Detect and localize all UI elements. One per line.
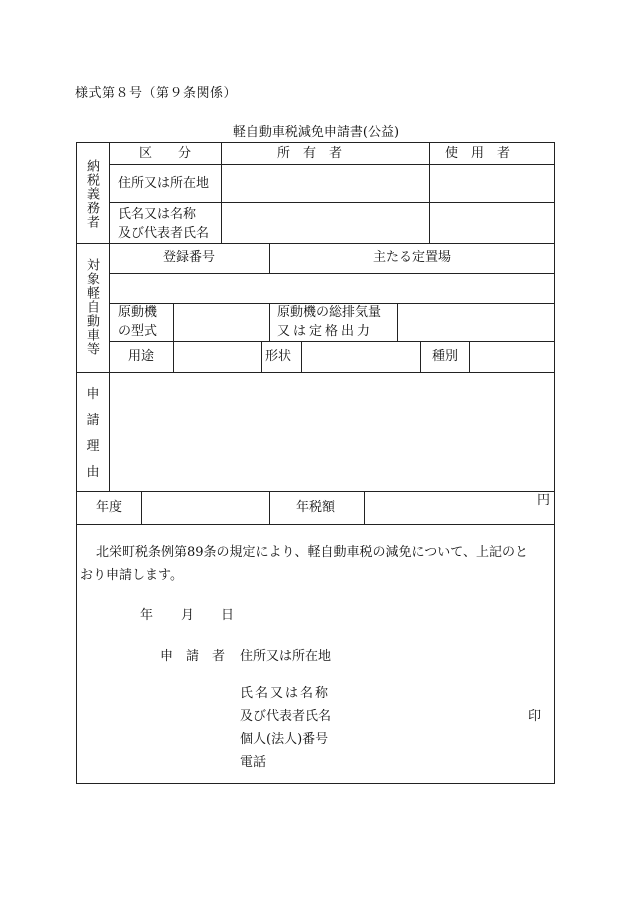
registration-number-label: 登録番号 — [163, 250, 216, 265]
user-header: 使 用 者 — [445, 146, 511, 161]
rule-year-label — [141, 491, 142, 524]
rule-year-value — [269, 491, 270, 524]
reason-char-2: 請 — [86, 413, 100, 428]
yen-unit: 円 — [537, 493, 551, 508]
rule-vehicle-end — [77, 372, 555, 373]
taxpayer-name-label-line1: 氏名又は名称 — [118, 207, 197, 222]
rule-taxpayer-end — [77, 243, 555, 244]
rule-displacement-end — [397, 303, 398, 341]
storage-location-label: 主たる定置場 — [373, 250, 452, 265]
displacement-line2: 又は定格出力 — [277, 324, 374, 339]
rule-address — [109, 202, 555, 203]
seal-mark: 印 — [528, 709, 542, 724]
reason-section-label — [85, 383, 101, 487]
rule-reason-end — [77, 491, 555, 492]
declaration-line1: 北栄町税条例第89条の規定により、軽自動車税の減免について、上記のと — [96, 545, 529, 560]
engine-model-line1: 原動機 — [118, 305, 158, 320]
rule-usage-label — [173, 341, 174, 372]
reason-char-4: 由 — [86, 465, 100, 480]
category-header: 区 分 — [139, 146, 192, 161]
rule-taxpayer-label — [221, 143, 222, 243]
fiscal-year-label: 年度 — [96, 500, 123, 515]
date-month: 月 — [181, 608, 195, 623]
usage-label: 用途 — [128, 349, 155, 364]
rule-taxpayer-owner — [429, 143, 430, 243]
rule-section-column — [109, 143, 110, 491]
applicant-role-label: 申 請 者 — [160, 649, 226, 664]
rule-engine — [109, 341, 555, 342]
applicant-id-number-label: 個人(法人)番号 — [240, 732, 329, 747]
vehicle-section-label: 対象軽自動車等 — [84, 258, 99, 356]
rule-type-label — [469, 341, 470, 372]
engine-model-line2: の型式 — [118, 324, 158, 339]
rule-tax-end — [77, 524, 555, 525]
applicant-address-label: 住所又は所在地 — [240, 649, 332, 664]
applicant-details — [240, 682, 331, 774]
reason-char-3: 理 — [86, 439, 100, 454]
taxpayer-address-label: 住所又は所在地 — [118, 176, 210, 191]
form-title: 軽自動車税減免申請書(公益) — [232, 125, 400, 140]
date-day: 日 — [221, 608, 235, 623]
applicant-name-line2: 及び代表者氏名 — [240, 709, 332, 724]
rule-displacement-start — [269, 303, 270, 341]
displacement-label — [277, 303, 381, 341]
reason-char-1: 申 — [86, 387, 100, 402]
rule-registration-header — [109, 273, 555, 274]
taxpayer-section-label: 納税義務者 — [84, 159, 99, 229]
type-label: 種別 — [432, 349, 459, 364]
owner-header: 所 有 者 — [277, 146, 343, 161]
date-year: 年 — [140, 608, 154, 623]
engine-model-label — [118, 303, 157, 341]
rule-shape-value — [420, 341, 421, 372]
shape-label: 形状 — [265, 349, 292, 364]
form-number: 様式第８号（第９条関係） — [75, 86, 238, 101]
applicant-name-line1: 氏名又は名称 — [240, 686, 331, 701]
displacement-line1: 原動機の総排気量 — [277, 305, 382, 320]
rule-header — [109, 164, 555, 165]
application-form — [76, 142, 555, 784]
applicant-phone-label: 電話 — [240, 755, 267, 770]
rule-usage-value — [261, 341, 262, 372]
annual-tax-amount-label: 年税額 — [296, 500, 336, 515]
declaration-line2: おり申請します。 — [80, 568, 183, 583]
rule-shape-label — [301, 341, 302, 372]
taxpayer-name-label-line2: 及び代表者氏名 — [118, 226, 210, 241]
taxpayer-name-label — [118, 205, 209, 243]
rule-engine-model — [173, 303, 174, 341]
rule-registration — [269, 243, 270, 273]
rule-amount-label — [364, 491, 365, 524]
